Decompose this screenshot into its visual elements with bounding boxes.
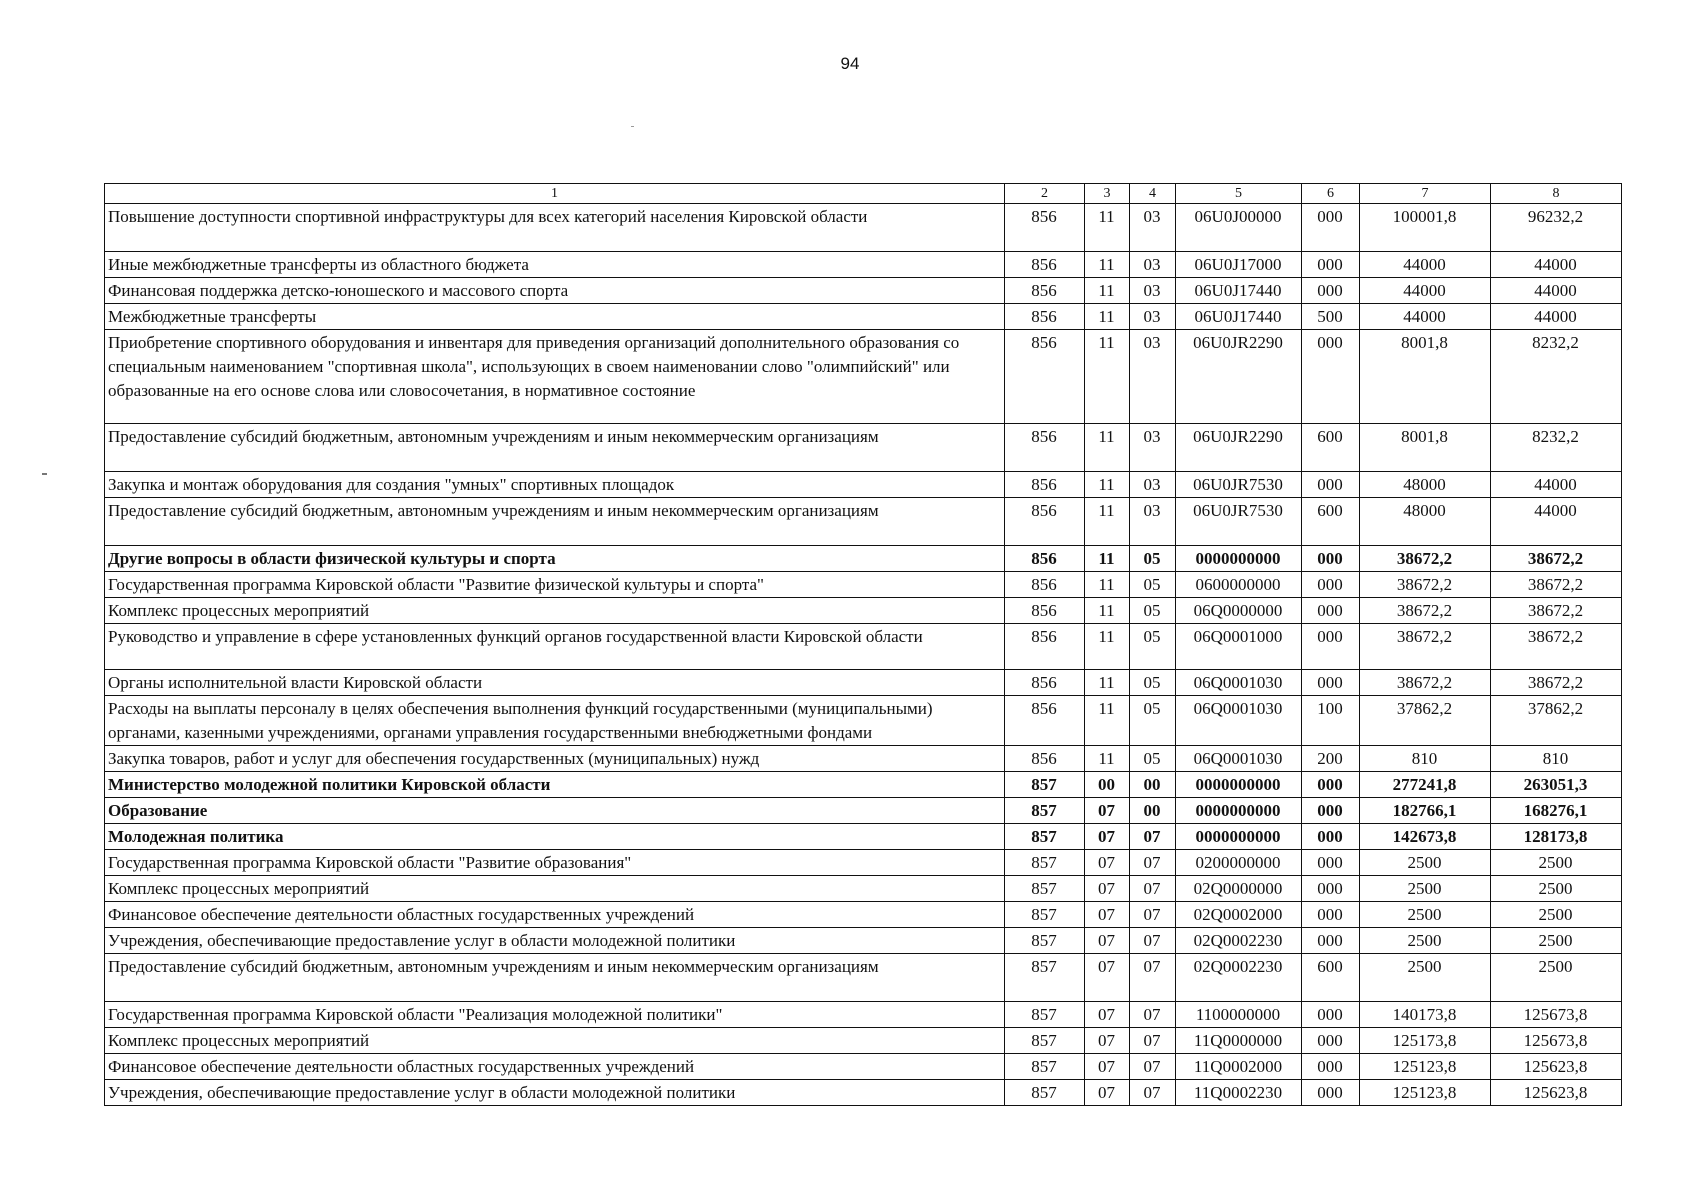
table-row — [105, 1080, 1622, 1106]
amount-year-2: 263051,3 — [1491, 772, 1622, 798]
row-name: Предоставление субсидий бюджетным, автономным учреждениям и иным некоммерческим организациям — [105, 954, 1005, 1002]
amount-year-1: 8001,8 — [1360, 330, 1491, 424]
subsection-code: 07 — [1130, 928, 1176, 954]
amount-year-1: 48000 — [1360, 472, 1491, 498]
expense-type-code: 000 — [1302, 278, 1360, 304]
column-number: 3 — [1085, 184, 1130, 204]
table-row — [105, 746, 1622, 772]
amount-year-2: 37862,2 — [1491, 696, 1622, 746]
page-number: 94 — [840, 54, 860, 73]
row-name: Образование — [105, 798, 1005, 824]
subsection-code: 07 — [1130, 1002, 1176, 1028]
target-article-code: 11Q0000000 — [1176, 1028, 1302, 1054]
amount-year-2: 2500 — [1491, 954, 1622, 1002]
column-number: 4 — [1130, 184, 1176, 204]
ministry-code: 856 — [1005, 204, 1085, 252]
amount-year-2: 96232,2 — [1491, 204, 1622, 252]
amount-year-2: 2500 — [1491, 876, 1622, 902]
target-article-code: 06Q0001030 — [1176, 670, 1302, 696]
expense-type-code: 600 — [1302, 498, 1360, 546]
column-number: 1 — [105, 184, 1005, 204]
row-name: Финансовое обеспечение деятельности областных государственных учреждений — [105, 902, 1005, 928]
table-row — [105, 1028, 1622, 1054]
amount-year-2: 38672,2 — [1491, 546, 1622, 572]
amount-year-1: 38672,2 — [1360, 546, 1491, 572]
section-code: 07 — [1085, 902, 1130, 928]
row-name: Молодежная политика — [105, 824, 1005, 850]
amount-year-1: 8001,8 — [1360, 424, 1491, 472]
table-row — [105, 1002, 1622, 1028]
row-name: Учреждения, обеспечивающие предоставление услуг в области молодежной политики — [105, 1080, 1005, 1106]
subsection-code: 03 — [1130, 498, 1176, 546]
section-code: 07 — [1085, 850, 1130, 876]
subsection-code: 03 — [1130, 304, 1176, 330]
scan-speck — [631, 126, 634, 127]
table-row — [105, 954, 1622, 1002]
section-code: 11 — [1085, 572, 1130, 598]
row-name: Повышение доступности спортивной инфраструктуры для всех категорий населения Кировской области — [105, 204, 1005, 252]
expense-type-code: 000 — [1302, 902, 1360, 928]
amount-year-2: 38672,2 — [1491, 598, 1622, 624]
section-code: 07 — [1085, 928, 1130, 954]
section-code: 07 — [1085, 1054, 1130, 1080]
section-code: 11 — [1085, 624, 1130, 670]
amount-year-1: 125123,8 — [1360, 1054, 1491, 1080]
row-name: Руководство и управление в сфере установленных функций органов государственной власти Кировской области — [105, 624, 1005, 670]
target-article-code: 0600000000 — [1176, 572, 1302, 598]
ministry-code: 857 — [1005, 876, 1085, 902]
table-row — [105, 670, 1622, 696]
target-article-code: 02Q0002230 — [1176, 928, 1302, 954]
ministry-code: 857 — [1005, 1080, 1085, 1106]
ministry-code: 856 — [1005, 746, 1085, 772]
expense-type-code: 000 — [1302, 252, 1360, 278]
amount-year-1: 142673,8 — [1360, 824, 1491, 850]
amount-year-1: 810 — [1360, 746, 1491, 772]
expense-type-code: 600 — [1302, 424, 1360, 472]
subsection-code: 07 — [1130, 824, 1176, 850]
section-code: 11 — [1085, 278, 1130, 304]
row-name: Закупка товаров, работ и услуг для обеспечения государственных (муниципальных) нужд — [105, 746, 1005, 772]
column-number: 8 — [1491, 184, 1622, 204]
target-article-code: 06U0JR7530 — [1176, 472, 1302, 498]
target-article-code: 06U0J17440 — [1176, 304, 1302, 330]
row-name: Межбюджетные трансферты — [105, 304, 1005, 330]
ministry-code: 856 — [1005, 624, 1085, 670]
section-code: 11 — [1085, 252, 1130, 278]
amount-year-1: 2500 — [1360, 928, 1491, 954]
subsection-code: 05 — [1130, 670, 1176, 696]
amount-year-1: 2500 — [1360, 876, 1491, 902]
subsection-code: 03 — [1130, 252, 1176, 278]
subsection-code: 00 — [1130, 772, 1176, 798]
subsection-code: 05 — [1130, 572, 1176, 598]
amount-year-1: 2500 — [1360, 954, 1491, 1002]
section-code: 11 — [1085, 696, 1130, 746]
section-code: 07 — [1085, 954, 1130, 1002]
subsection-code: 05 — [1130, 546, 1176, 572]
amount-year-2: 38672,2 — [1491, 624, 1622, 670]
amount-year-2: 44000 — [1491, 278, 1622, 304]
table-row — [105, 424, 1622, 472]
section-code: 00 — [1085, 772, 1130, 798]
table-row — [105, 204, 1622, 252]
amount-year-2: 125623,8 — [1491, 1054, 1622, 1080]
target-article-code: 0000000000 — [1176, 798, 1302, 824]
amount-year-2: 44000 — [1491, 304, 1622, 330]
target-article-code: 06U0J17000 — [1176, 252, 1302, 278]
subsection-code: 07 — [1130, 902, 1176, 928]
subsection-code: 07 — [1130, 954, 1176, 1002]
subsection-code: 07 — [1130, 876, 1176, 902]
expense-type-code: 000 — [1302, 772, 1360, 798]
target-article-code: 06U0JR2290 — [1176, 330, 1302, 424]
ministry-code: 857 — [1005, 902, 1085, 928]
ministry-code: 856 — [1005, 546, 1085, 572]
table-row — [105, 546, 1622, 572]
amount-year-1: 38672,2 — [1360, 670, 1491, 696]
amount-year-2: 38672,2 — [1491, 572, 1622, 598]
column-number: 2 — [1005, 184, 1085, 204]
amount-year-2: 44000 — [1491, 472, 1622, 498]
expense-type-code: 000 — [1302, 204, 1360, 252]
amount-year-1: 44000 — [1360, 278, 1491, 304]
subsection-code: 07 — [1130, 850, 1176, 876]
amount-year-2: 2500 — [1491, 902, 1622, 928]
target-article-code: 11Q0002230 — [1176, 1080, 1302, 1106]
ministry-code: 857 — [1005, 798, 1085, 824]
ministry-code: 857 — [1005, 772, 1085, 798]
ministry-code: 856 — [1005, 598, 1085, 624]
target-article-code: 06U0JR7530 — [1176, 498, 1302, 546]
ministry-code: 856 — [1005, 330, 1085, 424]
ministry-code: 856 — [1005, 424, 1085, 472]
amount-year-2: 44000 — [1491, 498, 1622, 546]
expense-type-code: 000 — [1302, 330, 1360, 424]
amount-year-2: 8232,2 — [1491, 330, 1622, 424]
amount-year-1: 38672,2 — [1360, 598, 1491, 624]
expense-type-code: 000 — [1302, 824, 1360, 850]
amount-year-1: 2500 — [1360, 850, 1491, 876]
ministry-code: 856 — [1005, 252, 1085, 278]
expense-type-code: 000 — [1302, 546, 1360, 572]
target-article-code: 06U0J17440 — [1176, 278, 1302, 304]
amount-year-2: 38672,2 — [1491, 670, 1622, 696]
ministry-code: 856 — [1005, 278, 1085, 304]
amount-year-2: 125623,8 — [1491, 1080, 1622, 1106]
subsection-code: 05 — [1130, 746, 1176, 772]
row-name: Другие вопросы в области физической культуры и спорта — [105, 546, 1005, 572]
table-row — [105, 850, 1622, 876]
target-article-code: 1100000000 — [1176, 1002, 1302, 1028]
target-article-code: 0000000000 — [1176, 772, 1302, 798]
section-code: 11 — [1085, 424, 1130, 472]
subsection-code: 03 — [1130, 204, 1176, 252]
amount-year-2: 2500 — [1491, 850, 1622, 876]
section-code: 11 — [1085, 498, 1130, 546]
section-code: 07 — [1085, 876, 1130, 902]
row-name: Комплекс процессных мероприятий — [105, 876, 1005, 902]
amount-year-1: 100001,8 — [1360, 204, 1491, 252]
table-row — [105, 696, 1622, 746]
row-name: Комплекс процессных мероприятий — [105, 1028, 1005, 1054]
ministry-code: 856 — [1005, 696, 1085, 746]
row-name: Государственная программа Кировской области "Реализация молодежной политики" — [105, 1002, 1005, 1028]
amount-year-1: 125173,8 — [1360, 1028, 1491, 1054]
table-row — [105, 330, 1622, 424]
row-name: Финансовое обеспечение деятельности областных государственных учреждений — [105, 1054, 1005, 1080]
expense-type-code: 000 — [1302, 572, 1360, 598]
expense-type-code: 100 — [1302, 696, 1360, 746]
amount-year-2: 810 — [1491, 746, 1622, 772]
amount-year-1: 44000 — [1360, 252, 1491, 278]
expense-type-code: 600 — [1302, 954, 1360, 1002]
column-number: 7 — [1360, 184, 1491, 204]
table-row — [105, 498, 1622, 546]
expense-type-code: 000 — [1302, 876, 1360, 902]
ministry-code: 857 — [1005, 1002, 1085, 1028]
amount-year-1: 48000 — [1360, 498, 1491, 546]
target-article-code: 06Q0001030 — [1176, 746, 1302, 772]
section-code: 07 — [1085, 824, 1130, 850]
ministry-code: 857 — [1005, 1054, 1085, 1080]
expense-type-code: 000 — [1302, 1054, 1360, 1080]
subsection-code: 05 — [1130, 696, 1176, 746]
table-row — [105, 304, 1622, 330]
amount-year-2: 168276,1 — [1491, 798, 1622, 824]
expense-type-code: 000 — [1302, 472, 1360, 498]
ministry-code: 856 — [1005, 498, 1085, 546]
target-article-code: 02Q0000000 — [1176, 876, 1302, 902]
expense-type-code: 000 — [1302, 1080, 1360, 1106]
expense-type-code: 000 — [1302, 928, 1360, 954]
expense-type-code: 000 — [1302, 598, 1360, 624]
section-code: 11 — [1085, 330, 1130, 424]
row-name: Государственная программа Кировской области "Развитие физической культуры и спорта" — [105, 572, 1005, 598]
amount-year-2: 125673,8 — [1491, 1002, 1622, 1028]
table-row — [105, 876, 1622, 902]
column-number: 5 — [1176, 184, 1302, 204]
amount-year-1: 37862,2 — [1360, 696, 1491, 746]
section-code: 11 — [1085, 546, 1130, 572]
expense-type-code: 000 — [1302, 1028, 1360, 1054]
ministry-code: 856 — [1005, 670, 1085, 696]
amount-year-1: 140173,8 — [1360, 1002, 1491, 1028]
table-row — [105, 772, 1622, 798]
subsection-code: 05 — [1130, 624, 1176, 670]
subsection-code: 00 — [1130, 798, 1176, 824]
target-article-code: 06Q0000000 — [1176, 598, 1302, 624]
column-number-row — [105, 184, 1622, 204]
ministry-code: 857 — [1005, 1028, 1085, 1054]
row-name: Закупка и монтаж оборудования для создания "умных" спортивных площадок — [105, 472, 1005, 498]
table-row — [105, 902, 1622, 928]
table-row — [105, 278, 1622, 304]
amount-year-2: 2500 — [1491, 928, 1622, 954]
table-row — [105, 1054, 1622, 1080]
row-name: Иные межбюджетные трансферты из областного бюджета — [105, 252, 1005, 278]
expense-type-code: 000 — [1302, 850, 1360, 876]
subsection-code: 03 — [1130, 278, 1176, 304]
section-code: 11 — [1085, 670, 1130, 696]
ministry-code: 857 — [1005, 928, 1085, 954]
amount-year-2: 125673,8 — [1491, 1028, 1622, 1054]
row-name: Предоставление субсидий бюджетным, автономным учреждениям и иным некоммерческим организациям — [105, 424, 1005, 472]
target-article-code: 02Q0002000 — [1176, 902, 1302, 928]
subsection-code: 03 — [1130, 330, 1176, 424]
amount-year-1: 2500 — [1360, 902, 1491, 928]
subsection-code: 07 — [1130, 1054, 1176, 1080]
target-article-code: 11Q0002000 — [1176, 1054, 1302, 1080]
table-row — [105, 624, 1622, 670]
ministry-code: 856 — [1005, 472, 1085, 498]
section-code: 07 — [1085, 1002, 1130, 1028]
column-number: 6 — [1302, 184, 1360, 204]
subsection-code: 03 — [1130, 424, 1176, 472]
target-article-code: 02Q0002230 — [1176, 954, 1302, 1002]
section-code: 11 — [1085, 746, 1130, 772]
table-row — [105, 928, 1622, 954]
row-name: Министерство молодежной политики Кировской области — [105, 772, 1005, 798]
expense-type-code: 200 — [1302, 746, 1360, 772]
row-name: Комплекс процессных мероприятий — [105, 598, 1005, 624]
target-article-code: 0200000000 — [1176, 850, 1302, 876]
amount-year-1: 38672,2 — [1360, 572, 1491, 598]
amount-year-2: 44000 — [1491, 252, 1622, 278]
amount-year-1: 182766,1 — [1360, 798, 1491, 824]
section-code: 11 — [1085, 204, 1130, 252]
row-name: Расходы на выплаты персоналу в целях обеспечения выполнения функций государственными (муниципальными) органами, казенными учреждениями, органами управления государственными внебюджетными фондами — [105, 696, 1005, 746]
table-row — [105, 598, 1622, 624]
subsection-code: 07 — [1130, 1028, 1176, 1054]
section-code: 11 — [1085, 598, 1130, 624]
amount-year-2: 128173,8 — [1491, 824, 1622, 850]
row-name: Финансовая поддержка детско-юношеского и массового спорта — [105, 278, 1005, 304]
amount-year-2: 8232,2 — [1491, 424, 1622, 472]
section-code: 07 — [1085, 798, 1130, 824]
subsection-code: 05 — [1130, 598, 1176, 624]
budget-table — [104, 183, 1622, 1106]
target-article-code: 0000000000 — [1176, 824, 1302, 850]
target-article-code: 06U0JR2290 — [1176, 424, 1302, 472]
row-name: Учреждения, обеспечивающие предоставление услуг в области молодежной политики — [105, 928, 1005, 954]
scan-speck — [42, 473, 47, 475]
ministry-code: 856 — [1005, 572, 1085, 598]
amount-year-1: 277241,8 — [1360, 772, 1491, 798]
amount-year-1: 125123,8 — [1360, 1080, 1491, 1106]
ministry-code: 857 — [1005, 824, 1085, 850]
section-code: 11 — [1085, 472, 1130, 498]
expense-type-code: 000 — [1302, 798, 1360, 824]
ministry-code: 856 — [1005, 304, 1085, 330]
table-row — [105, 798, 1622, 824]
table-row — [105, 472, 1622, 498]
table-row — [105, 572, 1622, 598]
subsection-code: 03 — [1130, 472, 1176, 498]
row-name: Приобретение спортивного оборудования и инвентаря для приведения организаций дополнительного образования со специальным наименованием "спортивная школа", использующих в своем наименовании слово "олимпийский" или образованные на его основе слова или словосочетания, в нормативное состояние — [105, 330, 1005, 424]
subsection-code: 07 — [1130, 1080, 1176, 1106]
section-code: 07 — [1085, 1080, 1130, 1106]
expense-type-code: 000 — [1302, 624, 1360, 670]
expense-type-code: 500 — [1302, 304, 1360, 330]
row-name: Предоставление субсидий бюджетным, автономным учреждениям и иным некоммерческим организациям — [105, 498, 1005, 546]
table-row — [105, 252, 1622, 278]
amount-year-1: 38672,2 — [1360, 624, 1491, 670]
expense-type-code: 000 — [1302, 670, 1360, 696]
row-name: Государственная программа Кировской области "Развитие образования" — [105, 850, 1005, 876]
row-name: Органы исполнительной власти Кировской области — [105, 670, 1005, 696]
expense-type-code: 000 — [1302, 1002, 1360, 1028]
target-article-code: 06Q0001000 — [1176, 624, 1302, 670]
amount-year-1: 44000 — [1360, 304, 1491, 330]
ministry-code: 857 — [1005, 850, 1085, 876]
section-code: 07 — [1085, 1028, 1130, 1054]
target-article-code: 0000000000 — [1176, 546, 1302, 572]
table-row — [105, 824, 1622, 850]
target-article-code: 06Q0001030 — [1176, 696, 1302, 746]
ministry-code: 857 — [1005, 954, 1085, 1002]
section-code: 11 — [1085, 304, 1130, 330]
target-article-code: 06U0J00000 — [1176, 204, 1302, 252]
